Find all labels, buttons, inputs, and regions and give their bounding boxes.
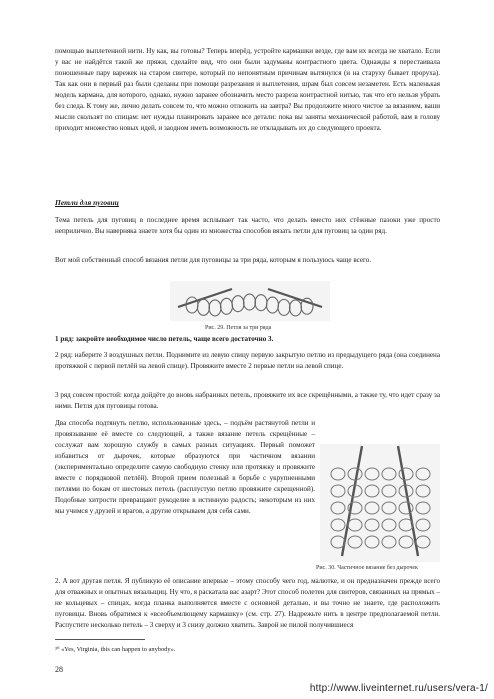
section-heading: Петли для пуговиц	[55, 198, 119, 207]
paragraph-own-method: Вот мой собственный способ вязания петли для пуговицы за три ряда, которым я пользуюсь чаще всего.	[55, 256, 372, 264]
figure-30-illustration	[320, 444, 440, 562]
figure-30-caption: Рис. 30. Частичное вязание без дырочек	[316, 565, 418, 571]
watermark-url[interactable]: http://www.liveinternet.ru/users/vera-1/	[309, 683, 488, 694]
knitting-loops-drawing	[170, 281, 330, 321]
footnote: ³⁰ «Yes, Virginia, this can happen to anybody».	[55, 646, 176, 653]
paragraph-intro: помощью выплетенной нити. Ну как, вы готовы? Теперь вперёд, устройте кармашки везде, где вам их всегда не хватало. Если у вас не найдётся такой же пряжи, сделайте вид, что они были задуманы контрастного цвета. Однажды я перестаивала поношенные пару варежек на старом свитере, который по непонятным причинам вытянулся (и на старуху бывает проруха). Так как они в первый раз были сделаны при помощи разрезания и выплетения, шрам был совсем незаметен. Есть маленькая модель кармана, для которого, однако, нужно заранее обозначить место разреза контрастной нитью, так что его нельзя убрать без следа. К тому же, лично делать совсем то, что можно отложить на завтра? Вы продолжите много чистое за вязанием, ваши мысли скользят по спицам: нет нужды планировать заранее все детали: пока вы заняты механической работой, вам в голову приходит множество новых идей, и заодном иметь возможность не откладывать их до следующего проекта.	[55, 47, 440, 132]
paragraph-row-3: 3 ряд совсем простой: когда дойдёте до вновь набранных петель, провяжите их все скрещёнными, а также ту, что идет сразу за ними. Петля для пуговицы готова.	[55, 391, 440, 410]
paragraph-row-2: 2 ряд: наберите 3 воздушных петли. Поднимите из левую спицу первую закрытую петлю из предыдущего ряда (она соединена протяжкой с первой петлёй на левой спице). Провяжите вместе 2 первые петли на левой спице.	[55, 351, 440, 370]
page-number: 28	[55, 665, 63, 674]
figure-29-caption: Рис. 29. Петля за три ряда	[205, 325, 272, 331]
paragraph-buttonholes-intro: Тема петель для пуговиц в последнее время всплывает так часто, что делать вместо них стёжные пазоки уже просто неприлично. Вы наверняка знаете хотя бы один из множества способов вязать петли для пуговиц за один ряд.	[55, 216, 440, 235]
paragraph-row-1: 1 ряд: закройте необходимое число петель, чаще всего достаточно 3.	[55, 335, 274, 343]
figure-29-illustration	[170, 281, 330, 321]
paragraph-second-method: 2. А вот другая петля. Я публикую её описание впервые – этому способу чего год, малютке, и он предназначен прежде всего для отважных и опытных вязальщиц. Ну что, я раскатала вас азарт? Этот способ полетен для свитеров, связанных на прямых – не кольцевых – спицах, когда планка выполняется вместе с основной деталью, и вы точно не знаете, где расположить пуговицы. Вновь обратимся к «всеобъемлющему кармашку» (см. стр. 27). Надрежьте нить в центре предполагаемой петли. Распустите несколько петель – 3 сверху и 3 снизу должно хватить. Заврой не пилой получившиеся	[55, 577, 440, 629]
footnote-divider	[55, 639, 145, 640]
stitch-grid-drawing	[320, 444, 440, 562]
paragraph-techniques: Два способа подтянуть петлю, использованные здесь, – подъём растянутой петли и провязывание её вместе со следующей, а также вязание петель скрещённые – сослужат вам хорошую службу в самых разных ситуациях. Первый поможет избавиться от дырочек, которые образуются при частичном вязании (экспериментально определите самую свободную стенку или протяжку и провяжите вместе с порядковой петлёй). Второй прием полезный в борьбе с укрупненными петлями по бокам от шестовых петель (расплустую петлю провяжите скрещенной). Подобные хитрости превращают рукоделие в истинную радость; некоторым из них мы учимся у друзей и врагов, а другие открываем для себя сами.	[55, 419, 315, 515]
